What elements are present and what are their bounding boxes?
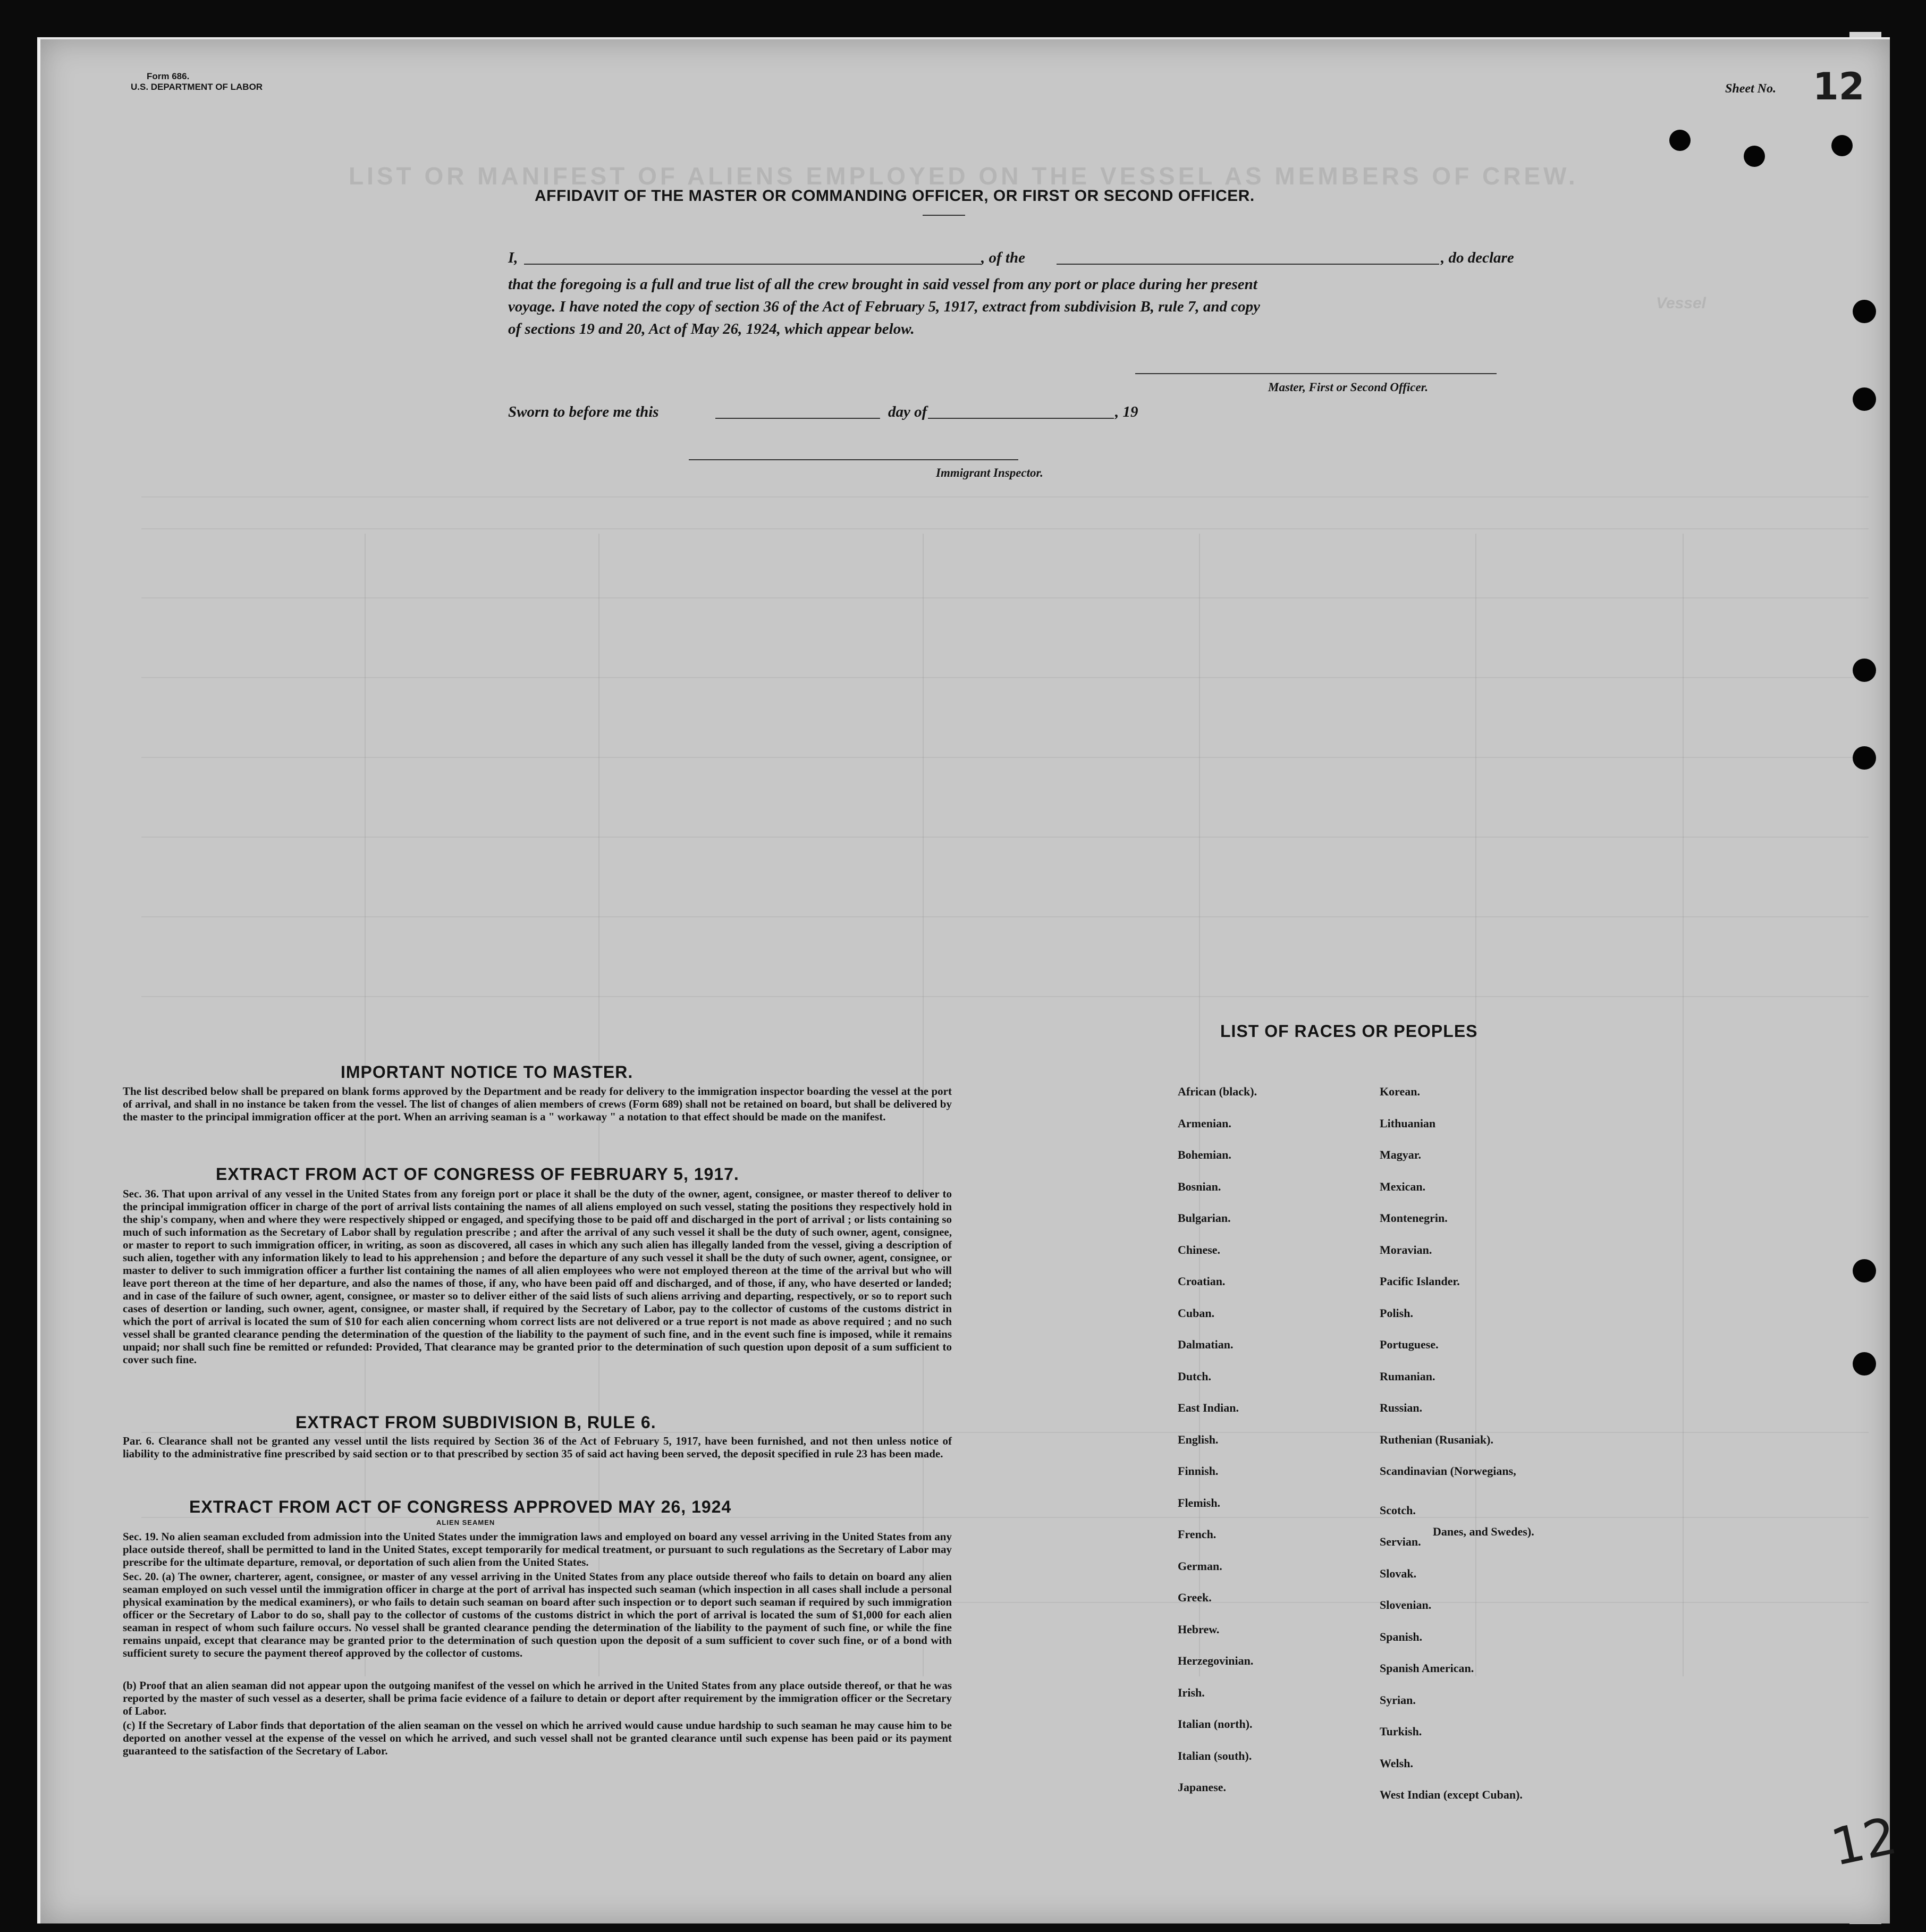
- race-item: Russian.: [1380, 1401, 1423, 1414]
- punch-hole: [1853, 387, 1876, 411]
- race-item: Bulgarian.: [1178, 1211, 1231, 1225]
- extract-1924-sec20b: (b) Proof that an alien seaman did not appear upon the outgoing manifest of the vessel on which he arrived in the United States from any place outside thereof, or that he was reported by the master of such vessel as a deserter, shall be prima facie evidence of a failure to detain or deport after requirement by the immigration officer or the Secretary of Labor.: [123, 1679, 952, 1717]
- race-item: Ruthenian (Rusaniak).: [1380, 1432, 1493, 1446]
- race-item: East Indian.: [1178, 1401, 1239, 1414]
- race-item: Syrian.: [1380, 1693, 1416, 1707]
- race-item: Montenegrin.: [1380, 1211, 1448, 1225]
- ghost-rule: [141, 677, 1869, 678]
- race-item: Magyar.: [1380, 1148, 1422, 1161]
- sworn-month-blank[interactable]: [928, 418, 1114, 419]
- vessel-blank[interactable]: [1057, 264, 1439, 265]
- affidavit-line-3: of sections 19 and 20, Act of May 26, 1924, which appear below.: [508, 320, 915, 338]
- master-signature-line[interactable]: [1135, 373, 1497, 374]
- sheet-number-label: Sheet No.: [1725, 82, 1776, 96]
- race-item: Scotch.: [1380, 1503, 1416, 1517]
- race-item: Polish.: [1380, 1306, 1413, 1320]
- race-item: Japanese.: [1178, 1781, 1227, 1794]
- race-item: Turkish.: [1380, 1725, 1422, 1738]
- punch-hole: [1744, 146, 1765, 167]
- ghost-column: [1475, 534, 1476, 1676]
- race-item: Greek.: [1178, 1591, 1212, 1604]
- extract-1924-sec20a: Sec. 20. (a) The owner, charterer, agent, consignee, or master of any vessel arriving in the United States from any place outside thereof who fails to detain on board any alien seaman employed on such vessel until the immigration officer in charge at the port of arrival has inspected such seaman (which inspection in all cases shall include a personal physical examination by the medical examiners), or who fails to detain such seaman on board after such inspection or to deport such seaman if required by such immigration officer or the Secretary of Labor to do so, shall pay to the collector of customs of the customs district in which the port of arrival is located the sum of $1,000 for each alien seaman in respect of whom such failure occurs. No vessel shall be granted clearance pending the determination of the liability to the payment of such fine, or while the fine remains unpaid, except that clearance may be granted prior to the determination of such question upon the deposit of a sum sufficient to cover such fine, or of a bond with sufficient surety to secure the payment thereof approved by the collector of customs.: [123, 1570, 952, 1659]
- notice-title: IMPORTANT NOTICE TO MASTER.: [341, 1062, 633, 1082]
- extract-rule6-text: Par. 6. Clearance shall not be granted any vessel until the lists required by Section 36 of the Act of February 5, 1917, have been furnished, and not then unless notice of liability to the administrative fine prescribed by said section or to that prescribed by section 35 of said act having been served, the deposit specified in rule 23 has been made.: [123, 1435, 952, 1460]
- punch-hole: [1853, 1352, 1876, 1376]
- day-of-label: day of: [888, 403, 927, 420]
- race-item: Dutch.: [1178, 1369, 1211, 1383]
- punch-hole: [1853, 300, 1876, 323]
- affidavit-body: [508, 273, 1550, 340]
- margin-note: 12: [1826, 1806, 1902, 1878]
- race-item: Dalmatian.: [1178, 1338, 1234, 1351]
- title-rule: [923, 215, 965, 216]
- ghost-rule: [141, 757, 1869, 758]
- extract-rule6-title: EXTRACT FROM SUBDIVISION B, RULE 6.: [295, 1413, 656, 1432]
- ghost-rule: [141, 496, 1869, 497]
- punch-hole: [1853, 746, 1876, 770]
- master-signature-label: Master, First or Second Officer.: [1268, 381, 1429, 394]
- race-item: English.: [1178, 1432, 1219, 1446]
- race-item: German.: [1178, 1559, 1222, 1573]
- punch-hole: [1853, 659, 1876, 682]
- race-item: Bosnian.: [1178, 1179, 1221, 1193]
- punch-hole: [1669, 130, 1691, 151]
- bleed-through-title: LIST OR MANIFEST OF ALIENS EMPLOYED ON THE VESSEL AS MEMBERS OF CREW.: [349, 162, 1578, 190]
- race-item: Spanish.: [1380, 1630, 1423, 1643]
- extract-1924-subtitle: ALIEN SEAMEN: [436, 1518, 495, 1526]
- ghost-rule: [141, 1517, 1869, 1518]
- race-item: Armenian.: [1178, 1116, 1231, 1130]
- name-blank[interactable]: [524, 264, 981, 265]
- race-item: Slovenian.: [1380, 1598, 1432, 1612]
- sworn-day-blank[interactable]: [715, 418, 880, 419]
- punch-hole: [1853, 1259, 1876, 1283]
- races-title: LIST OF RACES OR PEOPLES: [1220, 1022, 1478, 1041]
- race-item: Lithuanian: [1380, 1116, 1436, 1130]
- sworn-label: Sworn to before me this: [508, 403, 659, 420]
- race-item: French.: [1178, 1528, 1217, 1541]
- i-label: I,: [508, 249, 518, 266]
- race-item: Pacific Islander.: [1380, 1275, 1460, 1288]
- race-item: Scandinavian (Norwegians,: [1380, 1464, 1516, 1478]
- race-item: Rumanian.: [1380, 1369, 1435, 1383]
- inspector-label: Immigrant Inspector.: [936, 466, 1043, 479]
- race-item: Italian (south).: [1178, 1749, 1252, 1762]
- extract-1917-title: EXTRACT FROM ACT OF CONGRESS OF FEBRUARY 5, 1917.: [216, 1165, 739, 1184]
- race-item: Finnish.: [1178, 1464, 1219, 1478]
- race-item: Italian (north).: [1178, 1717, 1253, 1731]
- race-item: Cuban.: [1178, 1306, 1215, 1320]
- notice-text: The list described below shall be prepared on blank forms approved by the Department and be ready for delivery to the immigration inspector boarding the vessel at the port of arrival, and shall in no instance be taken from the vessel. The list of changes of alien members of crews (Form 689) shall not be retained on board, but shall be delivered by the master to the principal immigration officer at the port. When an arriving seaman is a " workaway " a notation to that effect should be made on the manifest.: [123, 1085, 952, 1123]
- race-item: Moravian.: [1380, 1243, 1432, 1256]
- race-item: Flemish.: [1178, 1496, 1221, 1509]
- race-item: Korean.: [1380, 1085, 1420, 1098]
- form-number: Form 686.: [147, 71, 190, 81]
- race-item: Irish.: [1178, 1685, 1205, 1699]
- ghost-column: [1683, 534, 1684, 1676]
- ghost-rule: [141, 996, 1869, 997]
- race-scandinavian-continued: Danes, and Swedes).: [1433, 1525, 1534, 1538]
- race-item: African (black).: [1178, 1085, 1257, 1098]
- extract-1917-text: Sec. 36. That upon arrival of any vessel in the United States from any foreign port or place it shall be the duty of the owner, agent, consignee, or master thereof to deliver to the principal immigration officer in charge of the port of arrival lists containing the names of all aliens employed on such vessel, stating the positions they respectively hold in the ship's company, when and where they were respectively shipped or engaged, and specifying those to be paid off and discharged in the port of arrival ; or lists containing so much of such information as the Secretary of Labor shall by regulation prescribe ; and after the arrival of any such vessel it shall be the duty of such owner, agent, consignee, or master to report to such immigration officer, in writing, as soon as discovered, all cases in which any such alien has illegally landed from the vessel, giving a description of such alien, together with any information likely to lead to his apprehension ; and before the departure of any such vessel it shall be the duty of such owner, agent, consignee, or master to deliver to such immigration officer a further list containing the names of all alien employees who were not employed thereon at the time of the arrival but who will leave port thereon at the time of her departure, and also the names of those, if any, who have been paid off and discharged, and of those, if any, who have deserted or landed; and in case of the failure of such owner, agent, consignee, or master so to deliver either of the said lists of such aliens arriving and departing, respectively, or so to report such cases of desertion or landing, such owner, agent, consignee, or master shall, if required by the Secretary of Labor, pay to the collector of customs of the customs district in which the port of arrival is located the sum of $10 for each alien concerning whom correct lists are not delivered or a true report is not made as above required ; and no such vessel shall be granted clearance pending the determination of the question of the liability to the payment of such fine, and in the event such fine is imposed, while it remains unpaid; nor shall such fine be remitted or refunded: Provided, That clearance may be granted prior to the determination of such question upon deposit of a sum sufficient to cover such fine.: [123, 1187, 952, 1366]
- department-name: U.S. DEPARTMENT OF LABOR: [131, 82, 263, 92]
- race-item: Servian.: [1380, 1535, 1421, 1548]
- of-the-label: , of the: [981, 249, 1025, 266]
- race-item: West Indian (except Cuban).: [1380, 1788, 1523, 1801]
- race-item: Bohemian.: [1178, 1148, 1231, 1161]
- extract-1924-sec20c: (c) If the Secretary of Labor finds that deportation of the alien seaman on the vessel on which he arrived would cause undue hardship to such seaman he may cause him to be deported on another vessel at the expense of the vessel on which he arrived, and such vessel shall not be granted clearance until such expense has been paid or its payment guaranteed to the satisfaction of the Secretary of Labor.: [123, 1719, 952, 1757]
- ghost-rule: [141, 597, 1869, 598]
- race-item: Welsh.: [1380, 1756, 1413, 1770]
- race-item: Spanish American.: [1380, 1661, 1474, 1675]
- affidavit-title: AFFIDAVIT OF THE MASTER OR COMMANDING OFFICER, OR FIRST OR SECOND OFFICER.: [535, 187, 1255, 205]
- year-label: , 19: [1115, 403, 1138, 420]
- inspector-signature-line[interactable]: [689, 459, 1018, 460]
- punch-hole: [1831, 135, 1853, 156]
- extract-1924-sec19: Sec. 19. No alien seaman excluded from admission into the United States under the immigration laws and employed on board any vessel arriving in the United States from any place outside thereof, shall be permitted to land in the United States, except temporarily for medical treatment, or pursuant to such regulations as the Secretary of Labor may prescribe for the ultimate departure, removal, or deportation of such alien from the United States.: [123, 1530, 952, 1568]
- race-item: Croatian.: [1178, 1275, 1226, 1288]
- affidavit-line-2: voyage. I have noted the copy of section 36 of the Act of February 5, 1917, extract from subdivision B, rule 7, and copy: [508, 298, 1260, 315]
- do-declare-label: , do declare: [1441, 249, 1514, 266]
- bleed-through-vessel-label: Vessel: [1656, 294, 1706, 312]
- sheet-number: 12: [1813, 65, 1865, 108]
- race-item: Hebrew.: [1178, 1622, 1220, 1636]
- manifest-sheet: [37, 37, 1902, 1923]
- race-item: Slovak.: [1380, 1566, 1417, 1580]
- form-header: [131, 71, 263, 92]
- race-item: Mexican.: [1380, 1179, 1426, 1193]
- extract-1924-title: EXTRACT FROM ACT OF CONGRESS APPROVED MAY 26, 1924: [189, 1497, 732, 1516]
- ghost-rule: [141, 528, 1869, 529]
- affidavit-line-1: that the foregoing is a full and true list of all the crew brought in said vessel from any port or place during her present: [508, 276, 1257, 293]
- ghost-rule: [141, 837, 1869, 838]
- race-item: Herzegovinian.: [1178, 1654, 1254, 1667]
- race-item: Chinese.: [1178, 1243, 1221, 1256]
- ghost-rule: [141, 916, 1869, 917]
- race-item: Portuguese.: [1380, 1338, 1439, 1351]
